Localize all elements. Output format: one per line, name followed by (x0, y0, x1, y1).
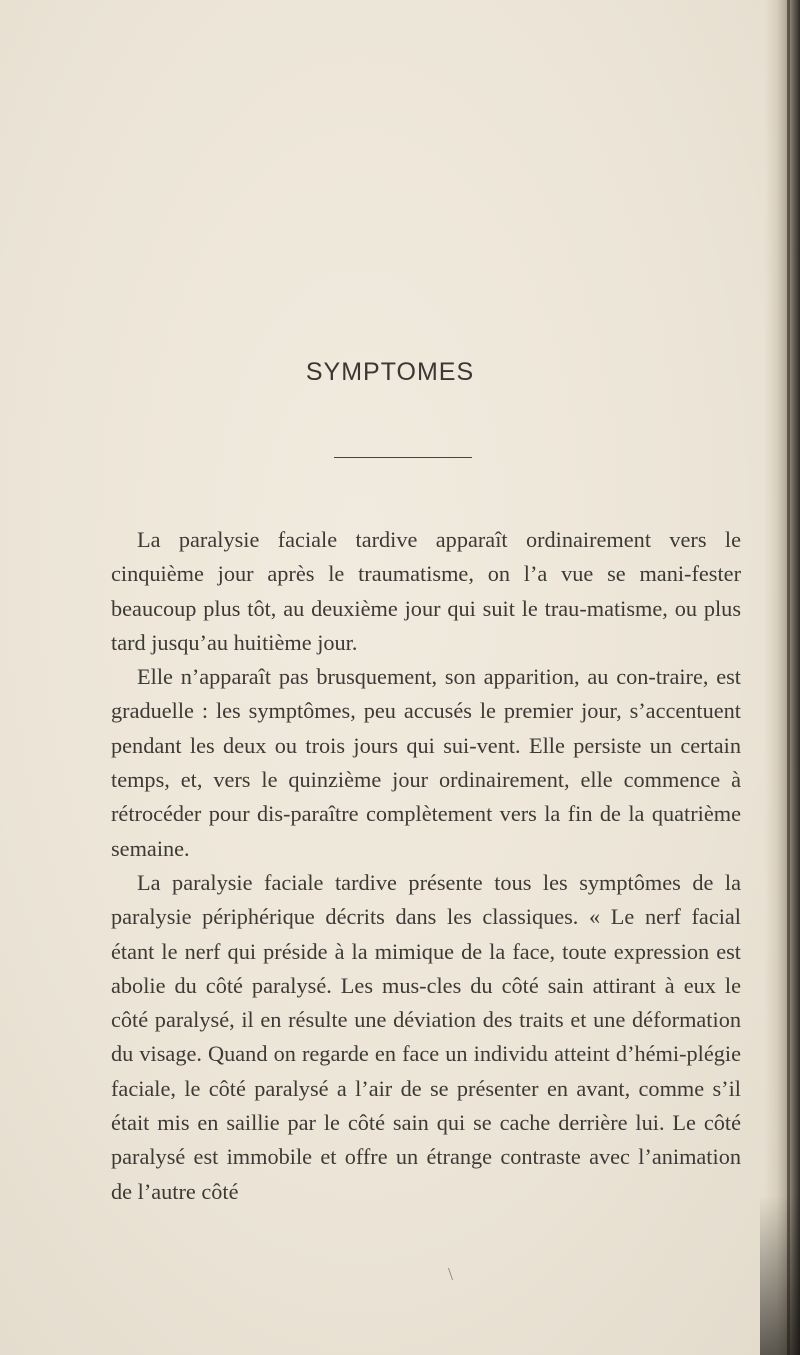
page-binding-line (787, 0, 790, 1355)
paragraph: La paralysie faciale tardive présente tous les symptômes de la paralysie périphérique décrits dans les classiques. « Le nerf facial étant le nerf qui préside à la mimique de la face, toute expression est abolie du côté paralysé. Les mus-cles du côté sain attirant à eux le côté paralysé, il en résulte une déviation des traits et une déformation du visage. Quand on regarde en face un individu atteint d’hémi-plégie faciale, le côté paralysé a l’air de se présenter en avant, comme s’il était mis en saillie par le côté sain qui se cache derrière lui. Le côté paralysé est immobile et offre un étrange contraste avec l’animation de l’autre côté (111, 869, 741, 1204)
title-rule (334, 457, 472, 458)
paragraph: Elle n’apparaît pas brusquement, son apparition, au con-traire, est graduelle : les symptômes, peu accusés le premier jour, s’accentuent pendant les deux ou trois jours qui sui-vent. Elle persiste un certain temps, et, vers le quinzième jour ordinairement, elle commence à rétrocéder pour dis-paraître complètement vers la fin de la quatrième semaine. (111, 664, 741, 861)
paragraph: La paralysie faciale tardive apparaît ordinairement vers le cinquième jour après le traumatisme, on l’a vue se mani-fester beaucoup plus tôt, au deuxième jour qui suit le trau-matisme, ou plus tard jusqu’au huitième jour. (111, 527, 741, 655)
body-text (111, 523, 741, 1209)
page-corner-shadow (760, 1195, 800, 1355)
stray-mark: \ (448, 1264, 454, 1284)
page-binding-edge (764, 0, 800, 1355)
chapter-title: SYMPTOMES (305, 358, 475, 386)
